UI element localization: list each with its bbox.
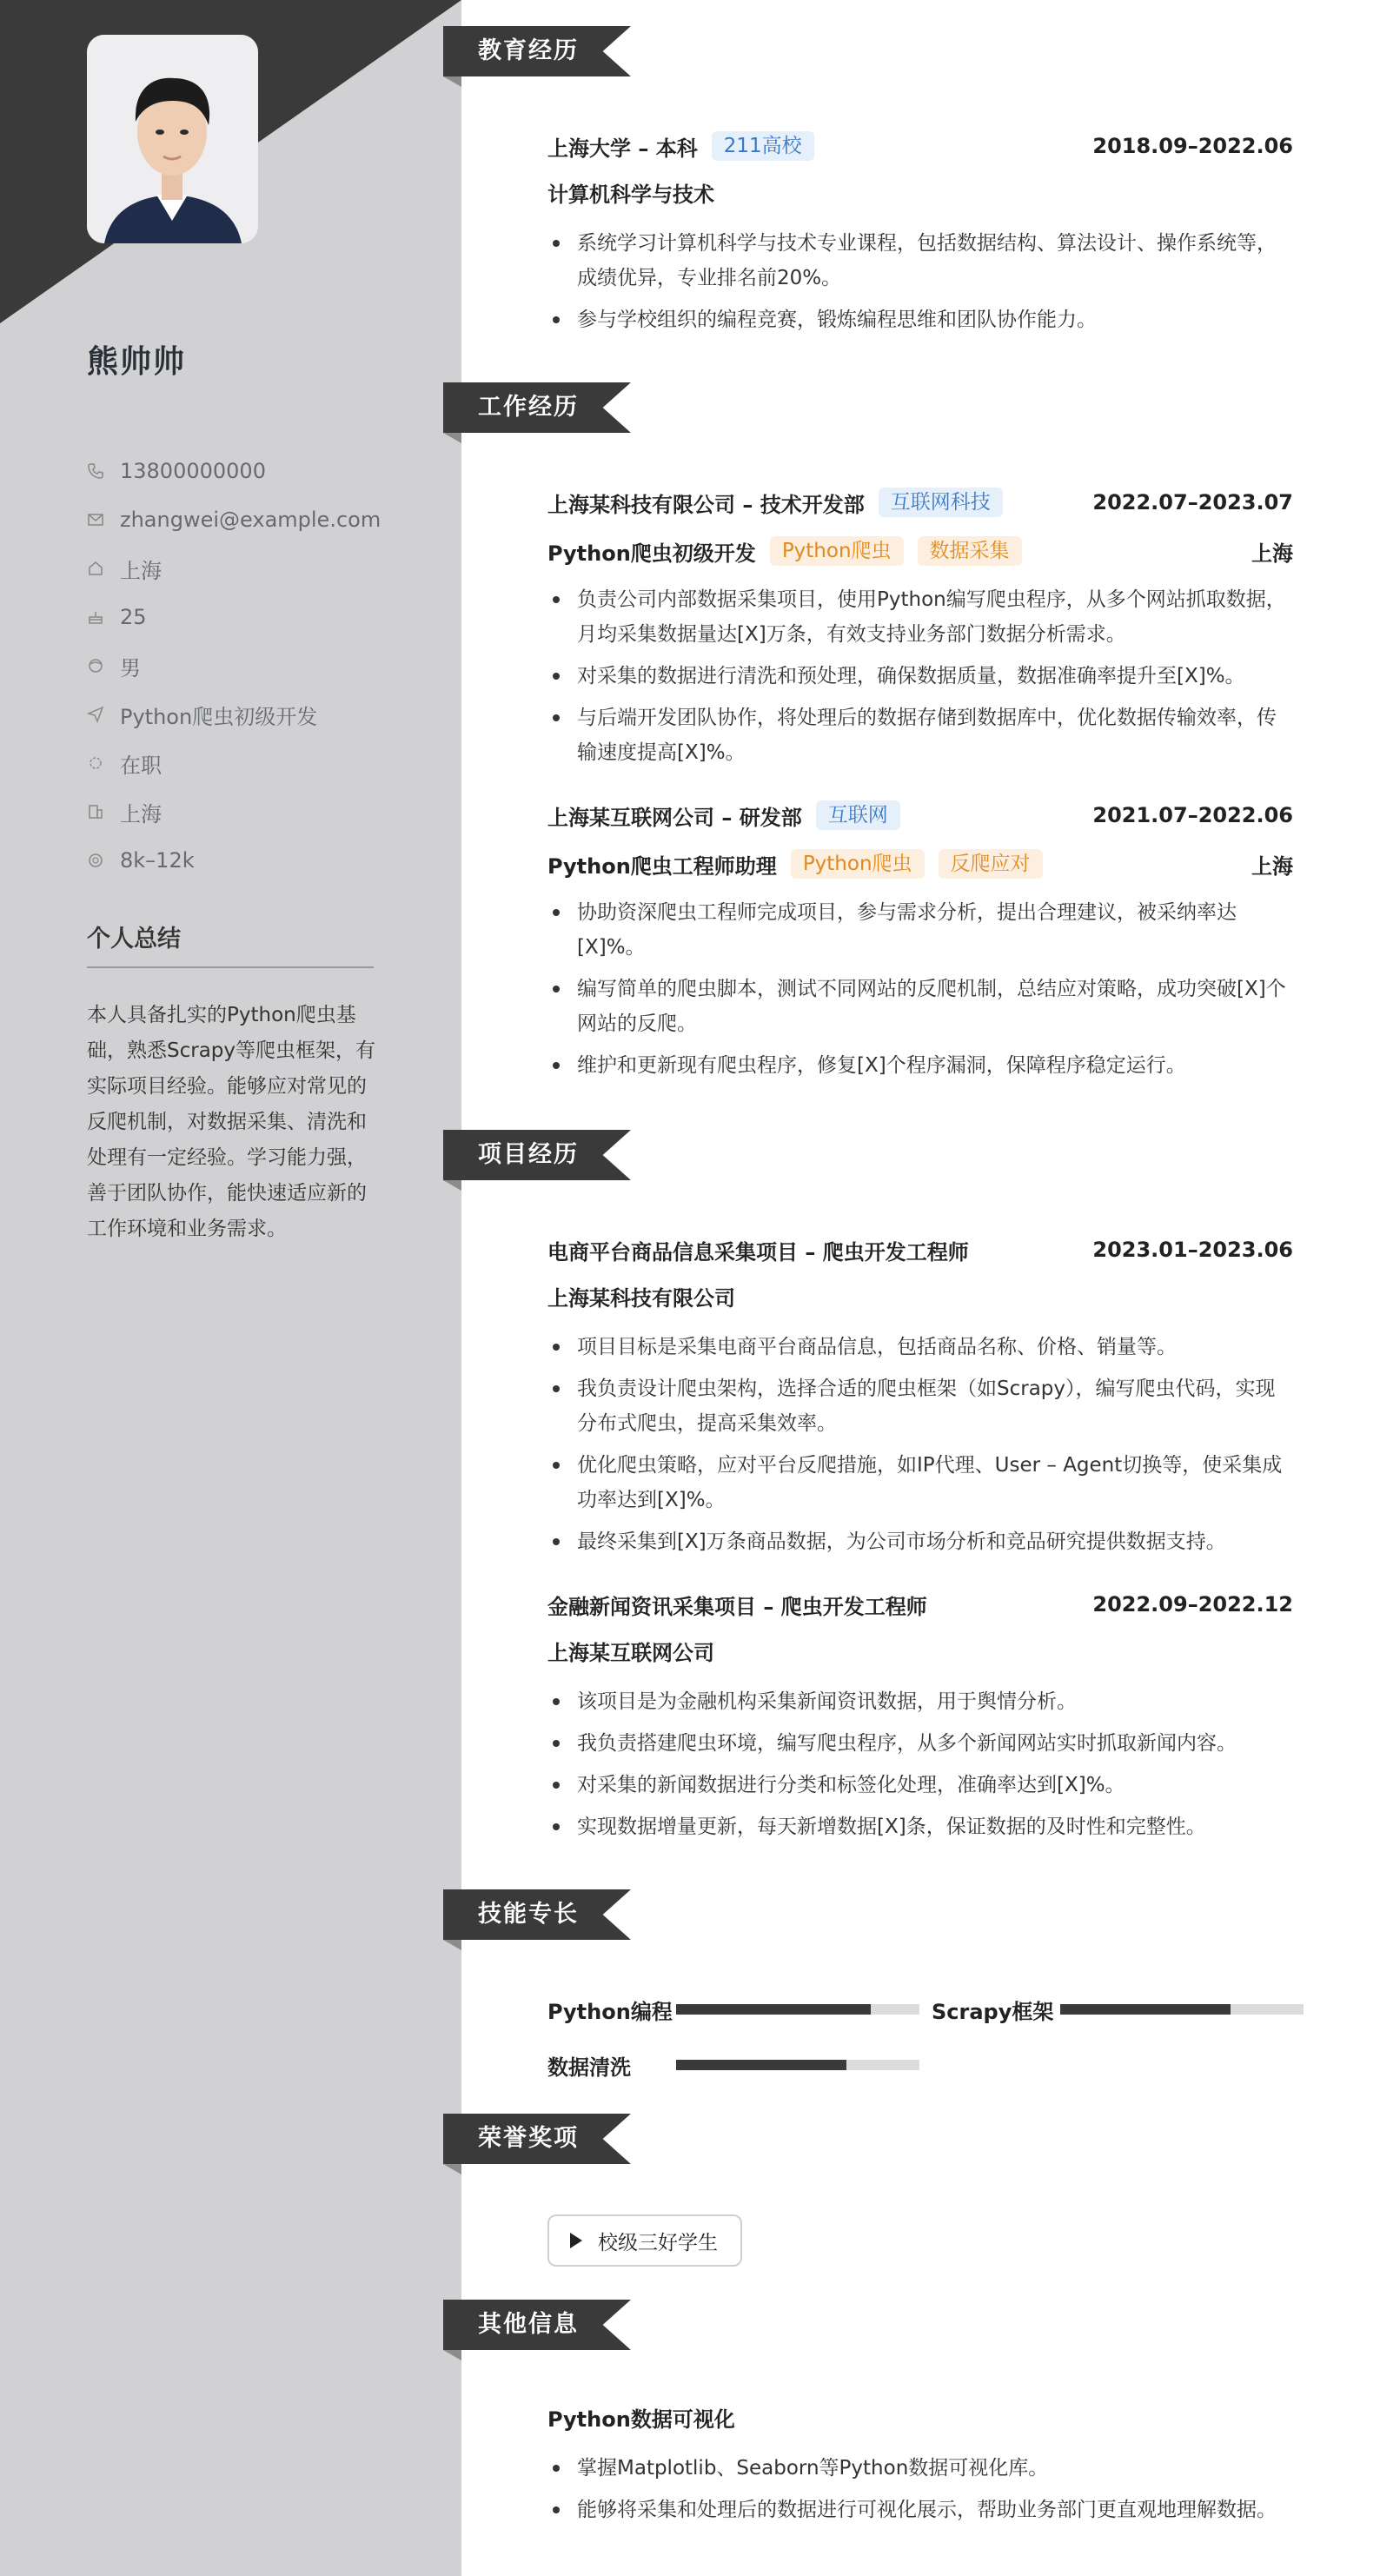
work-company-tag: 互联网科技 [879,488,1003,517]
contact-value: 上海 [120,801,162,827]
section-title: 其他信息 [478,2311,579,2338]
contact-city [87,787,381,836]
list-item: 负责公司内部数据采集项目，使用Python编写爬虫程序，从多个网站抓取数据，月均采集数据量达[X]万条，有效支持业务部门数据分析需求。 [547,582,1293,652]
skill-item [547,2048,919,2082]
project-date: 2022.09–2022.12 [1092,1592,1293,1617]
skill-bar-fill [1060,2004,1231,2015]
section-header-education [443,26,631,76]
contact-email [87,495,381,544]
work-role: Python爬虫工程师助理 [547,853,777,879]
list-item: 优化爬虫策略，应对平台反爬措施，如IP代理、User – Agent切换等，使采集成功率达到[X]%。 [547,1448,1293,1517]
project-title: 电商平台商品信息采集项目 – 爬虫开发工程师 [547,1239,969,1265]
contact-value: 13800000000 [120,459,266,483]
list-item: 我负责搭建爬虫环境，编写爬虫程序，从多个新闻网站实时抓取新闻内容。 [547,1726,1293,1761]
send-icon [87,706,104,723]
status-icon [87,754,104,772]
list-item: 项目目标是采集电商平台商品信息，包括商品名称、价格、销量等。 [547,1330,1293,1364]
project-date: 2023.01–2023.06 [1092,1238,1293,1262]
candidate-name: 熊帅帅 [87,344,187,380]
skill-bar [1060,2004,1304,2015]
section-title: 工作经历 [478,394,579,421]
list-item: 参与学校组织的编程竞赛，锻炼编程思维和团队协作能力。 [547,302,1293,337]
contact-value: 男 [120,655,141,681]
work-role-tag: 数据采集 [918,536,1022,566]
contact-age [87,593,381,641]
project-title: 金融新闻资讯采集项目 – 爬虫开发工程师 [547,1594,927,1619]
money-icon [87,852,104,869]
work-role-tag: Python爬虫 [770,536,904,566]
education-bullets [547,226,1293,344]
project-company: 上海某互联网公司 [547,1641,714,1665]
avatar-portrait-icon [87,35,258,243]
skill-name: Scrapy框架 [932,1999,1054,2024]
work-1-bullets [547,895,1293,1090]
work-0-bullets [547,582,1293,777]
contact-home [87,544,381,593]
section-title: 项目经历 [478,1141,579,1168]
project-1-bullets [547,1684,1293,1851]
summary-title: 个人总结 [87,926,181,953]
home-icon [87,560,104,577]
building-icon [87,803,104,820]
list-item: 实现数据增量更新，每天新增数据[X]条，保证数据的及时性和完整性。 [547,1809,1293,1844]
skill-name: Python编程 [547,1999,673,2024]
contact-value: 上海 [120,558,162,583]
list-item: 与后端开发团队协作，将处理后的数据存储到数据库中，优化数据传输效率，传输速度提高[X]%。 [547,700,1293,770]
contact-value: 在职 [120,753,162,778]
education-tag: 211高校 [712,131,814,161]
section-header-awards [443,2114,631,2164]
list-item: 我负责设计爬虫架构，选择合适的爬虫框架（如Scrapy），编写爬虫代码，实现分布式爬虫，提高采集效率。 [547,1371,1293,1441]
other-title: Python数据可视化 [547,2407,735,2432]
work-date: 2022.07–2023.07 [1092,490,1293,515]
skill-bar-fill [676,2060,846,2070]
section-title: 教育经历 [478,37,579,64]
skill-item [547,1992,919,2027]
play-icon [570,2233,582,2248]
contact-list [87,447,381,885]
contact-value: zhangwei@example.com [120,508,381,532]
education-major: 计算机科学与技术 [547,183,714,207]
section-title: 荣誉奖项 [478,2125,579,2152]
summary-text: 本人具备扎实的Python爬虫基础，熟悉Scrapy等爬虫框架，有实际项目经验。能够应对常见的反爬机制，对数据采集、清洗和处理有一定经验。学习能力强，善于团队协作，能快速适应新的工作环境和业务需求。 [87,1004,376,1240]
contact-position [87,690,381,739]
contact-value: 25 [120,605,147,629]
avatar [87,35,258,243]
section-header-other [443,2300,631,2350]
project-0-header-row [547,1232,1293,1267]
gender-icon [87,657,104,674]
contact-phone [87,447,381,495]
section-header-skills [443,1889,631,1940]
list-item: 编写简单的爬虫脚本，测试不同网站的反爬机制，总结应对策略，成功突破[X]个网站的反爬。 [547,972,1293,1041]
award-item [547,2214,742,2267]
education-date: 2018.09–2022.06 [1092,134,1293,158]
work-company: 上海某互联网公司 – 研发部 [547,805,802,830]
list-item: 能够将采集和处理后的数据进行可视化展示，帮助业务部门更直观地理解数据。 [547,2493,1293,2527]
work-city: 上海 [1251,853,1293,879]
sidebar [0,0,461,2576]
contact-value: Python爬虫初级开发 [120,704,318,729]
list-item: 最终采集到[X]万条商品数据，为公司市场分析和竞品研究提供数据支持。 [547,1524,1293,1559]
list-item: 协助资深爬虫工程师完成项目，参与需求分析，提出合理建议，被采纳率达[X]%。 [547,895,1293,965]
list-item: 对采集的新闻数据进行分类和标签化处理，准确率达到[X]%。 [547,1768,1293,1803]
education-school: 上海大学 – 本科 [547,136,698,161]
other-bullets [547,2451,1293,2534]
skill-item [932,1992,1304,2027]
work-1-header-row [547,798,1293,833]
list-item: 维护和更新现有爬虫程序，修复[X]个程序漏洞，保障程序稳定运行。 [547,1048,1293,1083]
work-company: 上海某科技有限公司 – 技术开发部 [547,492,865,517]
contact-salary [87,836,381,885]
work-role-tag: Python爬虫 [791,849,925,879]
work-1-role-row [547,846,1293,881]
summary-divider [87,966,374,968]
section-header-projects [443,1130,631,1180]
work-0-role-row [547,534,1293,568]
list-item: 对采集的数据进行清洗和预处理，确保数据质量，数据准确率提升至[X]%。 [547,659,1293,694]
project-0-bullets [547,1330,1293,1566]
project-1-header-row [547,1587,1293,1622]
skill-bar-fill [676,2004,871,2015]
cake-icon [87,608,104,626]
list-item: 系统学习计算机科学与技术专业课程，包括数据结构、算法设计、操作系统等，成绩优异，专业排名前20%。 [547,226,1293,295]
work-role-tag: 反爬应对 [939,849,1043,879]
contact-value: 8k–12k [120,848,195,873]
award-label: 校级三好学生 [598,2231,718,2254]
contact-status [87,739,381,787]
mail-icon [87,511,104,528]
section-title: 技能专长 [478,1901,579,1928]
contact-gender [87,641,381,690]
work-role: Python爬虫初级开发 [547,541,756,566]
work-company-tag: 互联网 [816,800,900,830]
work-date: 2021.07–2022.06 [1092,803,1293,827]
work-0-header-row [547,485,1293,520]
project-company: 上海某科技有限公司 [547,1286,735,1311]
work-city: 上海 [1251,541,1293,566]
list-item: 掌握Matplotlib、Seaborn等Python数据可视化库。 [547,2451,1293,2486]
list-item: 该项目是为金融机构采集新闻资讯数据，用于舆情分析。 [547,1684,1293,1719]
phone-icon [87,462,104,480]
education-header-row [547,129,1293,163]
skill-name: 数据清洗 [547,2055,631,2080]
skill-bar [676,2004,919,2015]
section-header-work [443,382,631,433]
skill-bar [676,2060,919,2070]
